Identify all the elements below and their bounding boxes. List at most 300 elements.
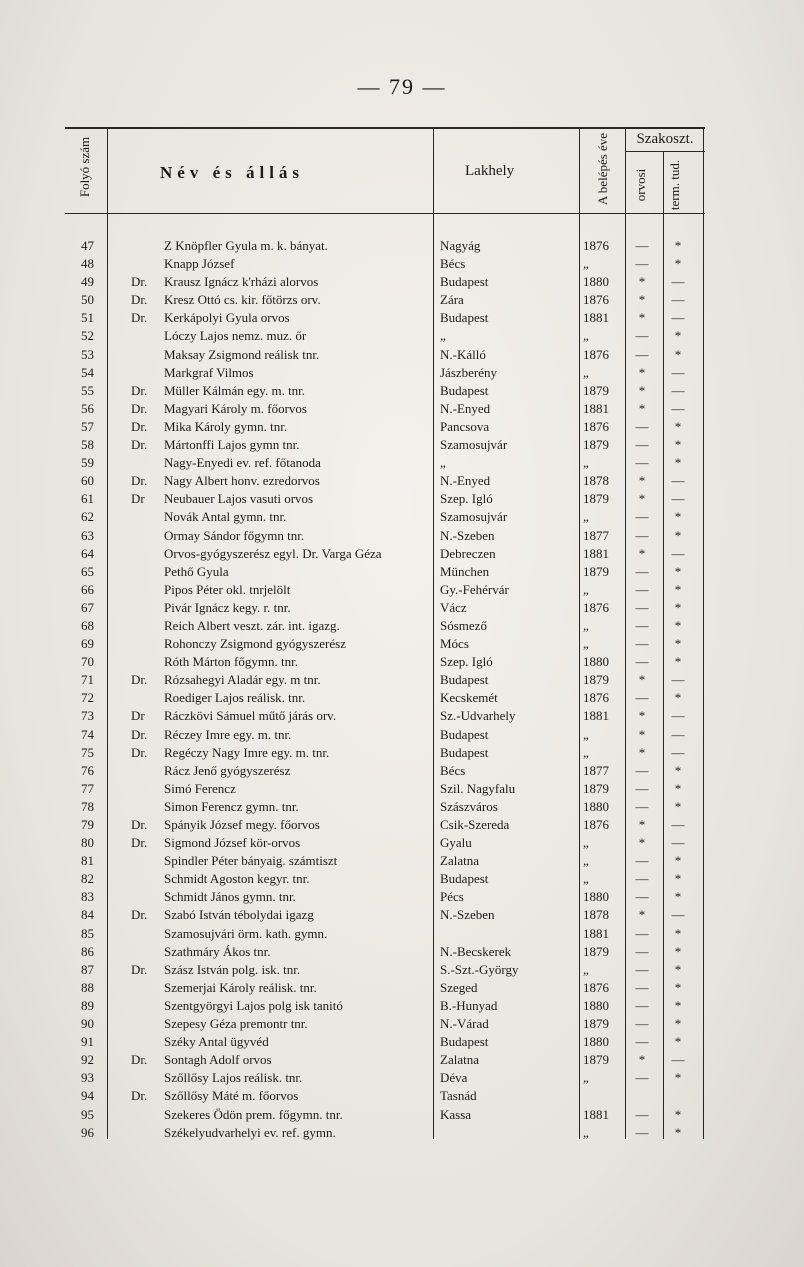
join-year: 1877 <box>583 762 609 778</box>
table-row <box>65 581 705 599</box>
science-section-mark: — <box>671 726 685 742</box>
join-year: 1880 <box>583 798 609 814</box>
name-and-position: Szekeres Ödön prem. főgymn. tnr. <box>164 1106 343 1122</box>
join-year: „ <box>583 581 589 597</box>
science-section-mark: * <box>674 509 682 525</box>
residence: Szászváros <box>440 798 498 814</box>
title-prefix: Dr. <box>131 672 148 688</box>
residence: Déva <box>440 1070 468 1086</box>
medical-section-mark: — <box>635 1124 649 1140</box>
name-and-position: Ráczkövi Sámuel műtő járás orv. <box>164 708 337 724</box>
row-number: 65 <box>81 563 94 579</box>
science-section-mark: — <box>671 310 685 326</box>
row-number: 69 <box>81 636 94 652</box>
name-and-position: Magyari Károly m. főorvos <box>164 400 307 416</box>
join-year: „ <box>583 509 589 525</box>
name-and-position: Novák Antal gymn. tnr. <box>164 509 287 525</box>
table-row <box>65 906 705 924</box>
row-number: 64 <box>81 545 94 561</box>
name-and-position: Mika Károly gymn. tnr. <box>164 418 288 434</box>
residence: Szamosujvár <box>440 437 508 453</box>
title-prefix: Dr. <box>131 1052 148 1068</box>
table-row <box>65 943 705 961</box>
row-number: 54 <box>81 364 94 380</box>
join-year: 1876 <box>583 418 609 434</box>
table-row <box>65 979 705 997</box>
join-year: „ <box>583 744 589 760</box>
science-section-mark: * <box>674 871 682 887</box>
row-number: 50 <box>81 292 94 308</box>
medical-section-mark: * <box>638 274 646 290</box>
name-and-position: Schmidt Agoston kegyr. tnr. <box>164 871 310 887</box>
name-and-position: Nagy-Enyedi ev. ref. főtanoda <box>164 455 321 471</box>
join-year: 1876 <box>583 292 609 308</box>
science-section-mark: — <box>671 364 685 380</box>
title-prefix: Dr. <box>131 744 148 760</box>
row-number: 82 <box>81 871 94 887</box>
science-section-mark: * <box>674 617 682 633</box>
join-year: 1880 <box>583 274 609 290</box>
join-year: 1879 <box>583 491 609 507</box>
page-number: — 79 — <box>357 74 447 99</box>
row-number: 90 <box>81 1016 94 1032</box>
science-section-mark: * <box>674 780 682 796</box>
name-and-position: Réczey Imre egy. m. tnr. <box>164 726 292 742</box>
row-number: 89 <box>81 997 94 1013</box>
row-number: 66 <box>81 581 94 597</box>
title-prefix: Dr. <box>131 817 148 832</box>
row-number: 61 <box>81 491 94 507</box>
name-and-position: Székelyudvarhelyi ev. ref. gymn. <box>164 1124 336 1140</box>
table-row <box>65 508 705 526</box>
residence: S.-Szt.-György <box>440 961 519 977</box>
medical-section-mark: * <box>638 744 646 760</box>
join-year: 1881 <box>583 545 609 561</box>
residence: N.-Enyed <box>440 400 491 416</box>
residence: B.-Hunyad <box>440 997 498 1013</box>
residence: Budapest <box>440 744 489 760</box>
name-and-position: Simó Ferencz <box>164 780 236 796</box>
join-year: 1880 <box>583 889 609 905</box>
residence: Szep. Igló <box>440 491 493 507</box>
name-and-position: Szepesy Géza premontr tnr. <box>164 1016 308 1032</box>
join-year: 1879 <box>583 1052 609 1068</box>
name-and-position: Nagy Albert honv. ezredorvos <box>164 473 320 489</box>
science-section-mark: * <box>674 563 682 579</box>
table-row <box>65 1087 705 1105</box>
table-row <box>65 997 705 1015</box>
medical-section-mark: * <box>638 907 646 923</box>
row-number: 57 <box>81 418 94 434</box>
table-row <box>65 816 705 834</box>
row-number: 68 <box>81 617 94 633</box>
residence: München <box>440 563 490 579</box>
name-and-position: Reich Albert veszt. zár. int. igazg. <box>164 617 340 633</box>
name-and-position: Regéczy Nagy Imre egy. m. tnr. <box>164 744 330 760</box>
table-row <box>65 653 705 671</box>
medical-section-mark: — <box>635 654 649 670</box>
science-section-mark: — <box>671 1052 685 1068</box>
join-year: „ <box>583 328 589 344</box>
medical-section-mark: — <box>635 925 649 941</box>
science-section-mark: * <box>674 925 682 941</box>
medical-section-mark: — <box>635 328 649 344</box>
name-and-position: Knapp József <box>164 256 235 272</box>
table-row <box>65 545 705 563</box>
table-row <box>65 291 705 309</box>
medical-section-mark: — <box>635 997 649 1013</box>
residence: Budapest <box>440 274 489 290</box>
medical-section-mark: * <box>638 1052 646 1068</box>
row-number: 71 <box>81 672 94 688</box>
row-number: 81 <box>81 853 94 869</box>
title-prefix: Dr. <box>131 382 148 398</box>
medical-section-mark: — <box>635 961 649 977</box>
title-prefix: Dr. <box>131 274 148 290</box>
name-and-position: Krausz Ignácz k'rházi alorvos <box>164 274 319 290</box>
name-and-position: Rózsahegyi Aladár egy. m tnr. <box>164 672 321 688</box>
residence: Budapest <box>440 310 489 326</box>
science-section-mark: * <box>674 853 682 869</box>
science-section-mark: — <box>671 545 685 561</box>
header-nev-es-allas: Név és állás <box>160 163 305 182</box>
name-and-position: Neubauer Lajos vasuti orvos <box>164 491 314 507</box>
medical-section-mark: * <box>638 545 646 561</box>
medical-section-mark: — <box>635 853 649 869</box>
table-row <box>65 762 705 780</box>
name-and-position: Müller Kálmán egy. m. tnr. <box>164 382 306 398</box>
join-year: 1881 <box>583 310 609 326</box>
residence: Tasnád <box>440 1088 477 1104</box>
name-and-position: Szőllősy Máté m. főorvos <box>164 1088 299 1104</box>
name-and-position: Pipos Péter okl. tnrjelölt <box>164 581 291 597</box>
join-year: 1876 <box>583 238 609 253</box>
table-row <box>65 418 705 436</box>
residence: Sz.-Udvarhely <box>440 708 516 724</box>
name-and-position: Ormay Sándor főgymn tnr. <box>164 527 305 543</box>
join-year: 1879 <box>583 382 609 398</box>
row-number: 95 <box>81 1106 94 1122</box>
residence: Zalatna <box>440 853 479 869</box>
residence: Szep. Igló <box>440 654 493 670</box>
row-number: 62 <box>81 509 94 525</box>
join-year: „ <box>583 871 589 887</box>
row-number: 86 <box>81 943 94 959</box>
table-row <box>65 635 705 653</box>
join-year: 1876 <box>583 599 609 615</box>
table-row <box>65 1124 705 1142</box>
name-and-position: Szamosujvári örm. kath. gymn. <box>164 925 328 941</box>
table-header <box>65 129 705 214</box>
science-section-mark: * <box>674 238 682 253</box>
science-section-mark: * <box>674 1124 682 1140</box>
residence: Budapest <box>440 726 489 742</box>
row-number: 92 <box>81 1052 94 1068</box>
table-row <box>65 255 705 273</box>
residence: Csik-Szereda <box>440 817 510 832</box>
residence: N.-Szeben <box>440 907 495 923</box>
name-and-position: Kresz Ottó cs. kir. főtörzs orv. <box>164 292 321 308</box>
name-and-position: Pethő Gyula <box>164 563 229 579</box>
medical-section-mark: — <box>635 1070 649 1086</box>
join-year: 1879 <box>583 563 609 579</box>
table-row <box>65 563 705 581</box>
residence: Mócs <box>440 636 469 652</box>
table-row <box>65 888 705 906</box>
residence: Budapest <box>440 871 489 887</box>
medical-section-mark: — <box>635 581 649 597</box>
table-row <box>65 1033 705 1051</box>
join-year: „ <box>583 1124 589 1140</box>
row-number: 94 <box>81 1088 94 1104</box>
table-row <box>65 726 705 744</box>
join-year: „ <box>583 256 589 272</box>
title-prefix: Dr <box>131 708 145 724</box>
row-number: 91 <box>81 1034 94 1050</box>
medical-section-mark: * <box>638 364 646 380</box>
science-section-mark: * <box>674 762 682 778</box>
join-year: „ <box>583 1070 589 1086</box>
science-section-mark: — <box>671 835 685 851</box>
science-section-mark: — <box>671 744 685 760</box>
row-number: 52 <box>81 328 94 344</box>
medical-section-mark: * <box>638 835 646 851</box>
name-and-position: Roediger Lajos reálisk. tnr. <box>164 690 306 706</box>
residence: Vácz <box>440 599 467 615</box>
table-row <box>65 309 705 327</box>
join-year: „ <box>583 835 589 851</box>
row-number: 56 <box>81 400 94 416</box>
row-number: 96 <box>81 1124 94 1140</box>
join-year: „ <box>583 364 589 380</box>
science-section-mark: — <box>671 473 685 489</box>
join-year: 1878 <box>583 473 609 489</box>
title-prefix: Dr. <box>131 726 148 742</box>
residence: Kecskemét <box>440 690 498 706</box>
join-year: 1876 <box>583 817 609 832</box>
medical-section-mark: — <box>635 1106 649 1122</box>
residence: Pancsova <box>440 418 490 434</box>
table-row <box>65 273 705 291</box>
medical-section-mark: — <box>635 780 649 796</box>
science-section-mark: * <box>674 997 682 1013</box>
table-row <box>65 617 705 635</box>
title-prefix: Dr. <box>131 907 148 923</box>
title-prefix: Dr. <box>131 835 148 851</box>
medical-section-mark: * <box>638 310 646 326</box>
science-section-mark: * <box>674 599 682 615</box>
row-number: 78 <box>81 798 94 814</box>
residence: Sósmező <box>440 617 487 633</box>
row-number: 77 <box>81 780 94 796</box>
table-row <box>65 1051 705 1069</box>
name-and-position: Lóczy Lajos nemz. muz. őr <box>164 328 307 344</box>
table-row <box>65 961 705 979</box>
residence: Kassa <box>440 1106 472 1122</box>
medical-section-mark: — <box>635 636 649 652</box>
residence: Pécs <box>440 889 464 905</box>
science-section-mark: * <box>674 654 682 670</box>
medical-section-mark: — <box>635 871 649 887</box>
header-orvosi: orvosi <box>633 168 648 202</box>
row-number: 55 <box>81 382 94 398</box>
medical-section-mark: — <box>635 256 649 272</box>
medical-section-mark: * <box>638 726 646 742</box>
join-year: 1880 <box>583 1034 609 1050</box>
row-number: 53 <box>81 346 94 362</box>
row-number: 93 <box>81 1070 94 1086</box>
medical-section-mark: * <box>638 382 646 398</box>
join-year: „ <box>583 726 589 742</box>
name-and-position: Szabó István tébolydai igazg <box>164 907 314 923</box>
title-prefix: Dr. <box>131 310 148 326</box>
table-row <box>65 400 705 418</box>
row-number: 72 <box>81 690 94 706</box>
table-row <box>65 925 705 943</box>
table-row <box>65 436 705 454</box>
join-year: „ <box>583 617 589 633</box>
table-row <box>65 707 705 725</box>
table-row <box>65 834 705 852</box>
row-number: 60 <box>81 473 94 489</box>
science-section-mark: * <box>674 943 682 959</box>
join-year: 1879 <box>583 780 609 796</box>
table-row <box>65 237 705 255</box>
title-prefix: Dr. <box>131 437 148 453</box>
join-year: 1876 <box>583 690 609 706</box>
residence: Gy.-Fehérvár <box>440 581 509 597</box>
residence: N.-Becskerek <box>440 943 512 959</box>
residence: N.-Várad <box>440 1016 489 1032</box>
title-prefix: Dr. <box>131 961 148 977</box>
join-year: 1878 <box>583 907 609 923</box>
residence: Zára <box>440 292 464 308</box>
name-and-position: Kerkápolyi Gyula orvos <box>164 310 290 326</box>
science-section-mark: * <box>674 636 682 652</box>
science-section-mark: * <box>674 418 682 434</box>
science-section-mark: * <box>674 581 682 597</box>
name-and-position: Rohonczy Zsigmond gyógyszerész <box>164 636 346 652</box>
row-number: 51 <box>81 310 94 326</box>
residence: Szamosujvár <box>440 509 508 525</box>
row-number: 84 <box>81 907 94 923</box>
name-and-position: Sigmond József kör-orvos <box>164 835 301 851</box>
medical-section-mark: — <box>635 1034 649 1050</box>
science-section-mark: * <box>674 979 682 995</box>
medical-section-mark: — <box>635 690 649 706</box>
medical-section-mark: * <box>638 292 646 308</box>
name-and-position: Simon Ferencz gymn. tnr. <box>164 798 299 814</box>
science-section-mark: — <box>671 817 685 832</box>
medical-section-mark: * <box>638 817 646 832</box>
table-row <box>65 689 705 707</box>
header-folyo-szam: Folyó szám <box>77 136 92 198</box>
science-section-mark: — <box>671 382 685 398</box>
row-number: 75 <box>81 744 94 760</box>
science-section-mark: — <box>671 672 685 688</box>
name-and-position: Spindler Péter bányaig. számtiszt <box>164 853 338 869</box>
table-row <box>65 1015 705 1033</box>
medical-section-mark: — <box>635 238 649 253</box>
title-prefix: Dr. <box>131 1088 148 1104</box>
science-section-mark: * <box>674 1016 682 1032</box>
medical-section-mark: — <box>635 979 649 995</box>
member-table <box>65 127 705 1139</box>
medical-section-mark: — <box>635 1016 649 1032</box>
medical-section-mark: — <box>635 617 649 633</box>
join-year: 1876 <box>583 346 609 362</box>
row-number: 88 <box>81 979 94 995</box>
medical-section-mark: — <box>635 509 649 525</box>
residence: N.-Kálló <box>440 346 486 362</box>
medical-section-mark: — <box>635 346 649 362</box>
title-prefix: Dr. <box>131 473 148 489</box>
residence: Zalatna <box>440 1052 479 1068</box>
science-section-mark: * <box>674 455 682 471</box>
name-and-position: Maksay Zsigmond reálisk tnr. <box>164 346 320 362</box>
table-row <box>65 1069 705 1087</box>
residence: Debreczen <box>440 545 496 561</box>
join-year: 1879 <box>583 943 609 959</box>
residence: Jászberény <box>440 364 498 380</box>
table-row <box>65 1106 705 1124</box>
table-row <box>65 327 705 345</box>
row-number: 87 <box>81 961 94 977</box>
table-row <box>65 382 705 400</box>
medical-section-mark: * <box>638 473 646 489</box>
name-and-position: Szemerjai Károly reálisk. tnr. <box>164 979 317 995</box>
residence: N.-Szeben <box>440 527 495 543</box>
title-prefix: Dr. <box>131 418 148 434</box>
row-number: 70 <box>81 654 94 670</box>
row-number: 63 <box>81 527 94 543</box>
medical-section-mark: — <box>635 437 649 453</box>
science-section-mark: — <box>671 491 685 507</box>
join-year: 1879 <box>583 437 609 453</box>
residence: Budapest <box>440 1034 489 1050</box>
table-row <box>65 671 705 689</box>
title-prefix: Dr <box>131 491 145 507</box>
table-row <box>65 798 705 816</box>
name-and-position: Schmidt János gymn. tnr. <box>164 889 296 905</box>
row-number: 76 <box>81 762 94 778</box>
residence: Gyalu <box>440 835 472 851</box>
row-number: 67 <box>81 599 94 615</box>
science-section-mark: — <box>671 907 685 923</box>
science-section-mark: * <box>674 527 682 543</box>
join-year: „ <box>583 636 589 652</box>
science-section-mark: * <box>674 690 682 706</box>
row-number: 58 <box>81 437 94 453</box>
table-row <box>65 527 705 545</box>
residence: „ <box>440 328 446 344</box>
name-and-position: Szász István polg. isk. tnr. <box>164 961 301 977</box>
join-year: 1881 <box>583 400 609 416</box>
medical-section-mark: — <box>635 599 649 615</box>
residence: Nagyág <box>440 238 481 253</box>
name-and-position: Z Knöpfler Gyula m. k. bányat. <box>164 238 328 253</box>
row-number: 79 <box>81 817 94 832</box>
medical-section-mark: — <box>635 563 649 579</box>
join-year: „ <box>583 961 589 977</box>
science-section-mark: — <box>671 274 685 290</box>
join-year: 1877 <box>583 527 609 543</box>
join-year: 1879 <box>583 672 609 688</box>
name-and-position: Orvos-gyógyszerész egyl. Dr. Varga Géza <box>164 545 382 561</box>
join-year: 1881 <box>583 708 609 724</box>
table-row <box>65 490 705 508</box>
join-year: „ <box>583 853 589 869</box>
